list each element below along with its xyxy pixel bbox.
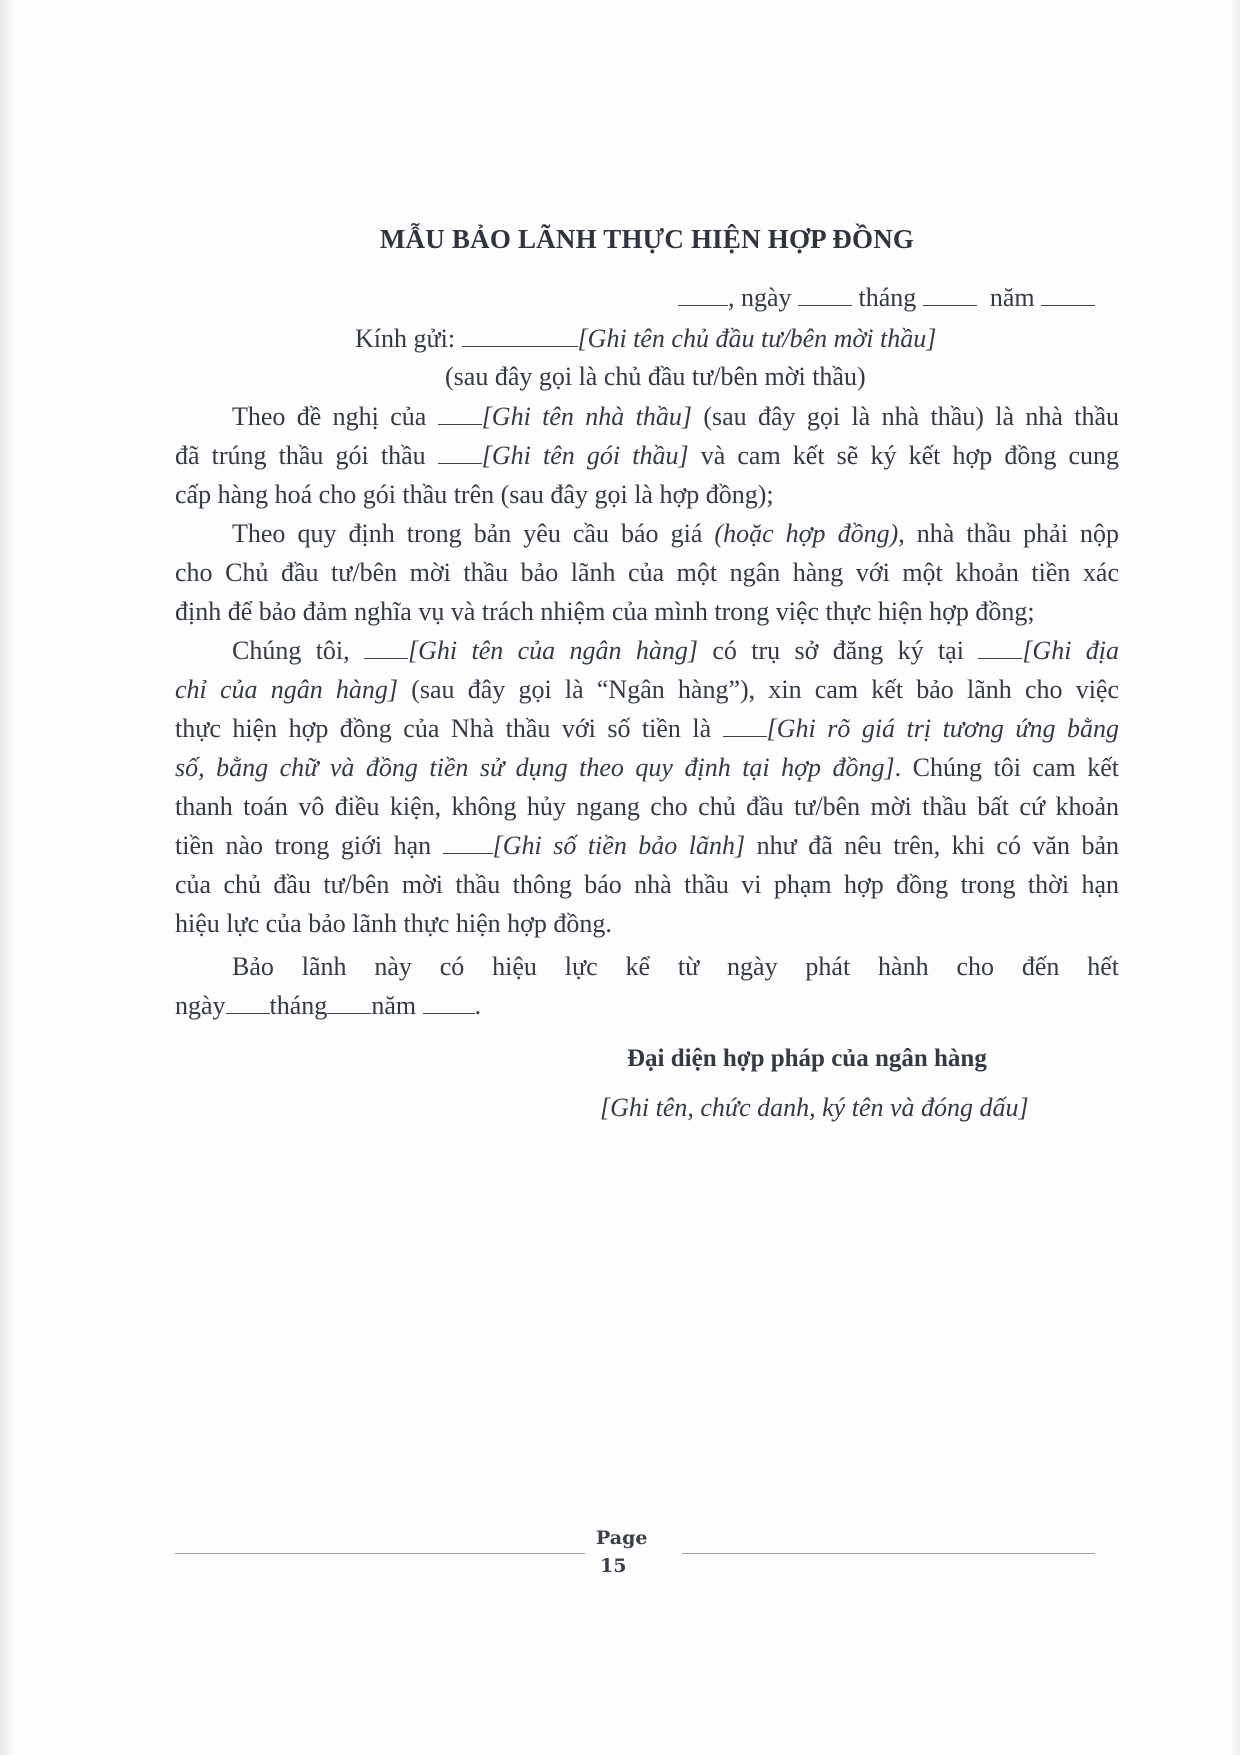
recipient-label: Kính gửi: — [355, 324, 456, 353]
recipient-blank — [462, 324, 578, 347]
date-ngay-label: , ngày — [728, 283, 792, 312]
para3-line6 — [175, 827, 1119, 865]
footer-rule-right — [682, 1553, 1095, 1554]
validity-month-blank — [327, 991, 371, 1014]
para3-line3 — [175, 710, 1119, 748]
validity-period: . — [474, 991, 482, 1020]
date-thang-label: tháng — [858, 283, 917, 312]
amount-placeholder-end: số, bằng chữ và đồng tiền sử dụng theo quy định tại hợp đồng] — [175, 753, 895, 782]
document-title: MẪU BẢO LÃNH THỰC HIỆN HỢP ĐỒNG — [379, 224, 915, 254]
para1-line2 — [175, 437, 1119, 475]
bank-name-placeholder: [Ghi tên của ngân hàng] — [408, 636, 698, 665]
para3-text-d: thực hiện hợp đồng của Nhà thầu với số tiền là — [175, 714, 712, 743]
guarantee-amount-placeholder: [Ghi số tiền bảo lãnh] — [492, 831, 746, 860]
recipient-placeholder: [Ghi tên chủ đầu tư/bên mời thầu] — [577, 324, 937, 353]
para2-text-a: Theo quy định trong bản yêu cầu báo giá — [232, 519, 703, 548]
validity-thang-label: tháng — [269, 991, 328, 1020]
validity-day-blank — [226, 991, 270, 1014]
contractor-blank — [438, 402, 482, 425]
month-blank — [923, 283, 977, 306]
para2-italic: (hoặc hợp đồng) — [714, 519, 899, 548]
bank-address-blank — [978, 636, 1022, 659]
validity-nam-label: năm — [371, 991, 417, 1020]
year-blank — [1041, 283, 1095, 306]
para2-line2: cho Chủ đầu tư/bên mời thầu bảo lãnh của một ngân hàng với một khoản tiền xác — [175, 558, 1119, 587]
para1-text-b: (sau đây gọi là nhà thầu) là nhà thầu — [703, 402, 1120, 431]
bank-address-placeholder-end: chỉ của ngân hàng] — [175, 675, 399, 704]
para2-line3: định để bảo đảm nghĩa vụ và trách nhiệm của mình trong việc thực hiện hợp đồng; — [175, 597, 1035, 626]
footer-rule-left — [175, 1553, 585, 1554]
para3-line5: thanh toán vô điều kiện, không hủy ngang cho chủ đầu tư/bên mời thầu bất cứ khoản — [175, 792, 1119, 821]
recipient-note: (sau đây gọi là chủ đầu tư/bên mời thầu) — [445, 362, 866, 391]
para1-text-d: và cam kết sẽ ký kết hợp đồng cung — [700, 441, 1119, 470]
para3-text-a: Chúng tôi, — [232, 636, 350, 665]
package-placeholder: [Ghi tên gói thầu] — [481, 441, 689, 470]
scan-edge-left — [0, 0, 16, 1755]
para3-text-c: (sau đây gọi là “Ngân hàng”), xin cam kết bảo lãnh cho việc — [411, 675, 1120, 704]
para4-line2 — [175, 987, 481, 1025]
para1-text-c: đã trúng thầu gói thầu — [175, 441, 426, 470]
package-blank — [438, 441, 482, 464]
para3-text-f: tiền nào trong giới hạn — [175, 831, 432, 860]
footer-page-number — [596, 1524, 656, 1580]
date-nam-label: năm — [989, 283, 1035, 312]
para1-line3: cấp hàng hoá cho gói thầu trên (sau đây gọi là hợp đồng); — [175, 480, 774, 509]
para3-line8: hiệu lực của bảo lãnh thực hiện hợp đồng. — [175, 909, 612, 938]
validity-year-blank — [423, 991, 475, 1014]
date-line — [678, 279, 1095, 317]
signature-title: Đại diện hợp pháp của ngân hàng — [627, 1045, 987, 1072]
para3-line2 — [175, 671, 1119, 709]
place-blank — [678, 283, 728, 306]
para3-text-g: như đã nêu trên, khi có văn bản — [756, 831, 1120, 860]
bank-name-blank — [364, 636, 408, 659]
para3-text-b: có trụ sở đăng ký tại — [712, 636, 964, 665]
contractor-placeholder: [Ghi tên nhà thầu] — [481, 402, 692, 431]
page-number: 15 — [600, 1555, 627, 1577]
recipient-line — [355, 320, 936, 358]
guarantee-amount-blank — [443, 831, 493, 854]
para2-line1 — [175, 515, 1119, 553]
para3-line7: của chủ đầu tư/bên mời thầu thông báo nhà thầu vi phạm hợp đồng trong thời hạn — [175, 870, 1119, 899]
scan-edge-right — [1230, 0, 1240, 1755]
para4-line1: Bảo lãnh này có hiệu lực kể từ ngày phát hành cho đến hết — [232, 952, 1119, 981]
amount-placeholder-start: [Ghi rõ giá trị tương ứng bằng — [766, 714, 1119, 743]
bank-address-placeholder-start: [Ghi địa — [1022, 636, 1120, 665]
validity-ngay-label: ngày — [175, 991, 226, 1020]
para3-line4 — [175, 749, 1119, 787]
amount-blank — [723, 714, 767, 737]
day-blank — [798, 283, 852, 306]
page-label: Page — [596, 1527, 648, 1549]
para1-text-a: Theo đề nghị của — [232, 402, 427, 431]
para3-text-e: . Chúng tôi cam kết — [894, 753, 1119, 782]
para3-line1 — [175, 632, 1119, 670]
para2-text-b: , nhà thầu phải nộp — [898, 519, 1119, 548]
signature-instruction: [Ghi tên, chức danh, ký tên và đóng dấu] — [600, 1093, 1029, 1122]
para1-line1 — [175, 398, 1119, 436]
